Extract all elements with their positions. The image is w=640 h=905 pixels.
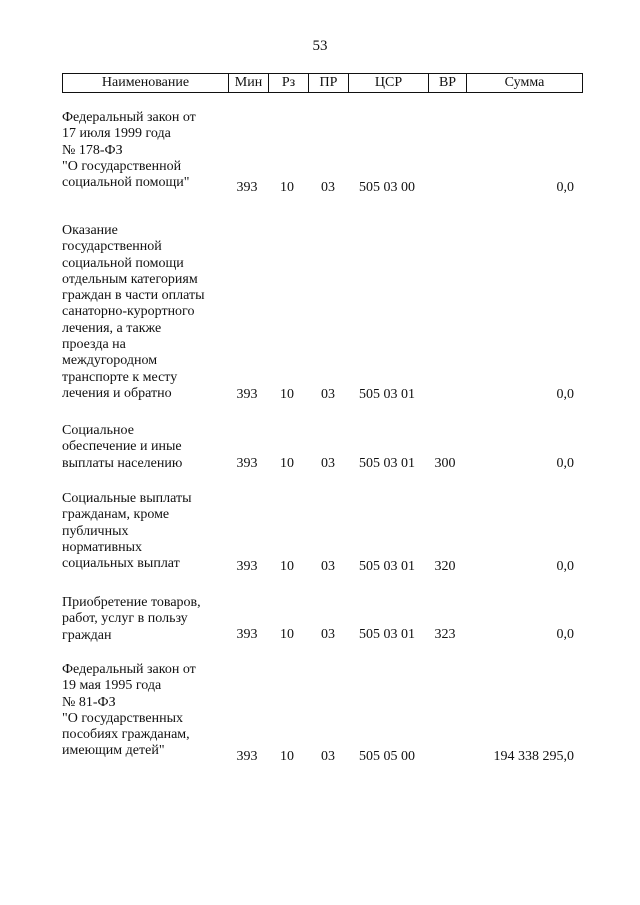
cell-min: 393 [236,559,258,574]
cell-sum: 0,0 [556,559,574,574]
cell-sum: 0,0 [556,180,574,195]
cell-csr: 505 03 01 [359,559,415,574]
row-name: Оказание государственной социальной помощи отдельным категориям граждан в части оплаты санаторно-курортного лечения, а также проезда на междугородном транспорте к месту лечения и обратно [62,223,205,401]
cell-min: 393 [236,627,258,642]
header-pr: ПР [309,74,349,93]
row-name: Приобретение товаров, работ, услуг в пользу граждан [62,595,201,643]
cell-sum: 0,0 [556,627,574,642]
cell-csr: 505 03 01 [359,387,415,402]
cell-min: 393 [236,749,258,764]
cell-pr: 03 [321,456,335,471]
cell-sum: 0,0 [556,456,574,471]
cell-rz: 10 [280,559,294,574]
cell-min: 393 [236,387,258,402]
cell-pr: 03 [321,749,335,764]
cell-rz: 10 [280,627,294,642]
cell-sum: 0,0 [556,387,574,402]
header-name: Наименование [63,74,229,93]
cell-vr: 323 [434,627,456,642]
cell-vr: 320 [434,559,456,574]
page-number: 53 [312,38,328,54]
cell-min: 393 [236,456,258,471]
cell-csr: 505 05 00 [359,749,415,764]
cell-rz: 10 [280,456,294,471]
header-sum: Сумма [467,74,583,93]
cell-min: 393 [236,180,258,195]
cell-rz: 10 [280,180,294,195]
cell-pr: 03 [321,627,335,642]
cell-rz: 10 [280,749,294,764]
header-csr: ЦСР [349,74,429,93]
cell-rz: 10 [280,387,294,402]
table-header [62,73,583,93]
row-name: Федеральный закон от 19 мая 1995 года № 81-ФЗ "О государственных пособиях гражданам, имеющим детей" [62,662,196,759]
cell-pr: 03 [321,387,335,402]
cell-pr: 03 [321,559,335,574]
cell-csr: 505 03 01 [359,456,415,471]
cell-sum: 194 338 295,0 [493,749,574,764]
row-name: Социальное обеспечение и иные выплаты населению [62,423,183,471]
cell-vr: 300 [434,456,456,471]
cell-pr: 03 [321,180,335,195]
cell-csr: 505 03 01 [359,627,415,642]
cell-csr: 505 03 00 [359,180,415,195]
header-rz: Рз [269,74,309,93]
header-min: Мин [229,74,269,93]
header-vr: ВР [429,74,467,93]
row-name: Федеральный закон от 17 июля 1999 года № 178-ФЗ "О государственной социальной помощи" [62,110,196,191]
row-name: Социальные выплаты гражданам, кроме публичных нормативных социальных выплат [62,491,192,572]
